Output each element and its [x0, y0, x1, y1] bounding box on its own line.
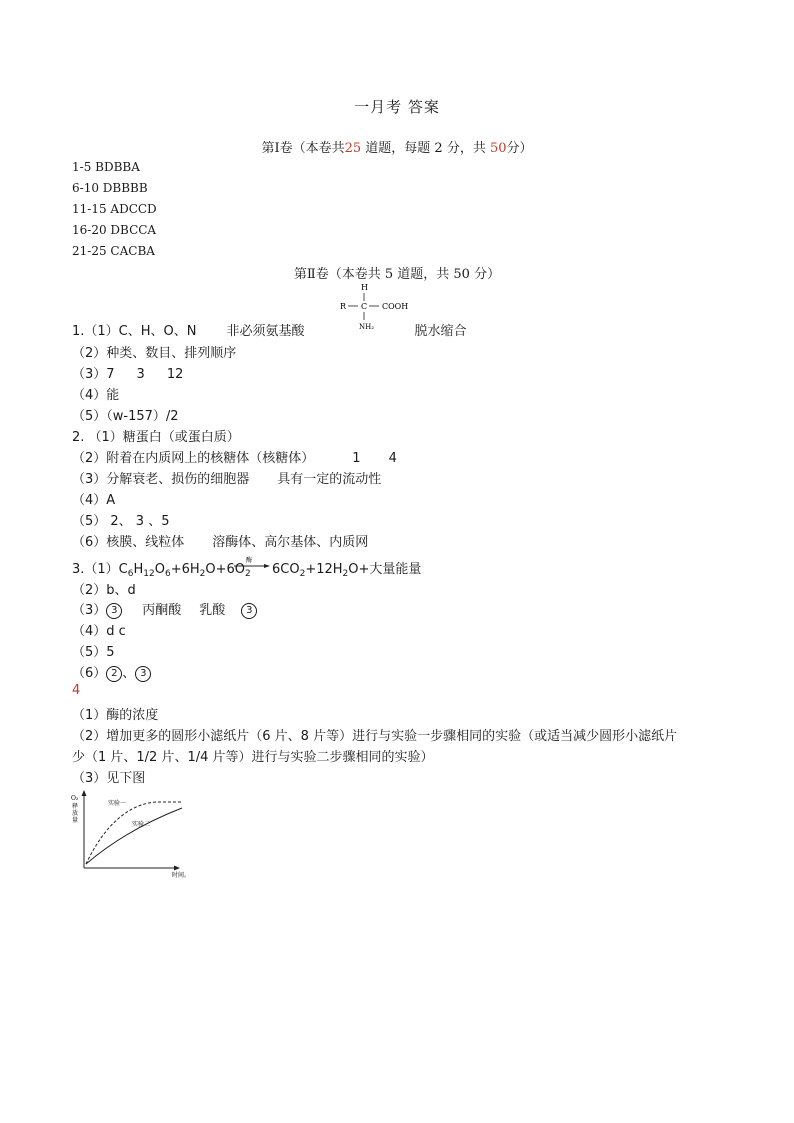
- oxygen-release-graph: [68, 788, 208, 880]
- reaction-arrow: [234, 556, 270, 570]
- q1-1-reaction: 脱水缩合: [414, 324, 467, 339]
- q1-3-c: 12: [166, 367, 184, 382]
- formula-subscript: 6: [127, 569, 134, 579]
- q2-2-b: 1: [352, 451, 361, 466]
- formula-text: O: [154, 562, 165, 577]
- q1-line-3: [72, 363, 183, 382]
- structure-c: C: [361, 302, 368, 311]
- q3-line-5: （5）5: [72, 645, 115, 660]
- formula-text: +6H: [170, 562, 200, 577]
- q2-3-a: （3）分解衰老、损伤的细胞器: [72, 472, 250, 487]
- mc-answer-row: 21-25 CACBA: [72, 244, 155, 258]
- circled-number: 2: [106, 666, 122, 682]
- circled-number: 3: [241, 603, 257, 619]
- formula-subscript: 6: [164, 569, 171, 579]
- page-title: 一月考 答案: [354, 98, 440, 116]
- q3-line-3: [72, 599, 257, 619]
- q2-line-3: [72, 468, 381, 487]
- q4-number: 4: [72, 683, 81, 698]
- y-axis-label: 放: [72, 810, 79, 817]
- q2-line-1: 2. （1）糖蛋白（或蛋白质）: [72, 430, 240, 445]
- q1-line-5: （5）（w-157）/2: [72, 409, 179, 424]
- q2-line-2: [72, 447, 397, 466]
- section-2-heading: 第Ⅱ卷（本卷共 5 道题，共 50 分）: [293, 267, 501, 282]
- q4-line-2a: （2）增加更多的圆形小滤纸片（6 片、8 片等）进行与实验一步骤相同的实验（或适当减少圆形小滤纸片: [72, 729, 678, 744]
- structure-r: R: [340, 302, 347, 311]
- circled-number: 3: [135, 666, 151, 682]
- q3-3-c: 乳酸: [199, 603, 226, 618]
- q3-6-sep: 、: [122, 666, 136, 681]
- q4-line-3: （3）见下图: [72, 771, 146, 786]
- y-axis-label: O₂: [71, 795, 79, 802]
- mc-answer-row: 1-5 BDBBA: [72, 160, 140, 174]
- curve-experiment-2: [86, 808, 182, 864]
- q1-1-amino-acid: 非必须氨基酸: [226, 324, 305, 339]
- q3-3-b: 丙酮酸: [142, 603, 182, 618]
- q3-line-2: （2）b、d: [72, 583, 136, 598]
- y-axis-label: 释: [72, 803, 79, 810]
- q1-1-elements: 1.（1）C、H、O、N: [72, 324, 197, 339]
- formula-subscript: 2: [299, 569, 306, 579]
- q2-3-b: 具有一定的流动性: [277, 472, 382, 487]
- q4-line-1: （1）酶的浓度: [72, 708, 159, 723]
- enzyme-label: 酶: [246, 557, 253, 564]
- formula-text: +12H: [305, 562, 343, 577]
- q2-2-a: （2）附着在内质网上的核糖体（核糖体）: [72, 451, 315, 466]
- mc-answer-row: 6-10 DBBBB: [72, 181, 148, 195]
- curve-experiment-1: [86, 802, 182, 864]
- q1-3-a: （3）7: [72, 367, 115, 382]
- formula-subscript: 12: [143, 569, 155, 579]
- structure-nh2: NH₂: [359, 323, 375, 331]
- series-label-1: 实验一: [108, 800, 127, 807]
- formula-text: O+6O: [205, 562, 246, 577]
- q3-line-1: [72, 558, 251, 579]
- q2-line-5: （5） 2、 3 、5: [72, 514, 170, 529]
- structure-cooh: COOH: [382, 302, 409, 311]
- x-axis-label: 时间。: [172, 872, 191, 879]
- section-1-total-score: 50: [489, 141, 507, 156]
- q4-line-2b: 少（1 片、1/2 片、1/4 片等）进行与实验二步骤相同的实验）: [72, 750, 434, 765]
- section-1-text-end: 分）: [506, 141, 533, 156]
- q2-2-c: 4: [388, 451, 397, 466]
- q2-line-4: （4）A: [72, 493, 116, 508]
- q3-line-1-products: [272, 558, 421, 579]
- section-1-question-count: 25: [344, 141, 362, 156]
- formula-text: 6CO: [272, 562, 300, 577]
- mc-answer-row: 16-20 DBCCA: [72, 223, 157, 237]
- q3-3-a: （3）: [72, 603, 107, 618]
- mc-answer-row: 11-15 ADCCD: [72, 202, 157, 216]
- formula-text: H: [133, 562, 144, 577]
- q3-1-prefix: 3.（1）C: [72, 562, 128, 577]
- q2-6-b: 溶酶体、高尔基体、内质网: [212, 535, 369, 550]
- q3-line-4: （4）d c: [72, 624, 126, 639]
- formula-subscript: 2: [199, 569, 206, 579]
- q1-line-2: （2）种类、数目、排列顺序: [72, 346, 237, 361]
- q3-6-a: （6）: [72, 666, 107, 681]
- q1-line-1: [72, 320, 467, 339]
- q3-line-6: [72, 662, 151, 682]
- section-1-heading: [0, 137, 794, 156]
- section-1-text-mid: 道题，每题 2 分，共: [361, 141, 490, 156]
- q2-6-a: （6）核膜、线粒体: [72, 535, 185, 550]
- formula-text: O+大量能量: [348, 562, 422, 577]
- circled-number: 3: [106, 603, 122, 619]
- q1-line-4: （4）能: [72, 388, 120, 403]
- formula-subscript: 2: [342, 569, 349, 579]
- q1-3-b: 3: [136, 367, 145, 382]
- q2-line-6: [72, 531, 368, 550]
- y-axis-label: 量: [72, 817, 79, 824]
- series-label-2: 实验二: [132, 821, 151, 828]
- structure-h: H: [361, 283, 368, 292]
- section-1-text: 第Ⅰ卷（本卷共: [261, 141, 345, 156]
- formula-subscript: 2: [245, 569, 251, 579]
